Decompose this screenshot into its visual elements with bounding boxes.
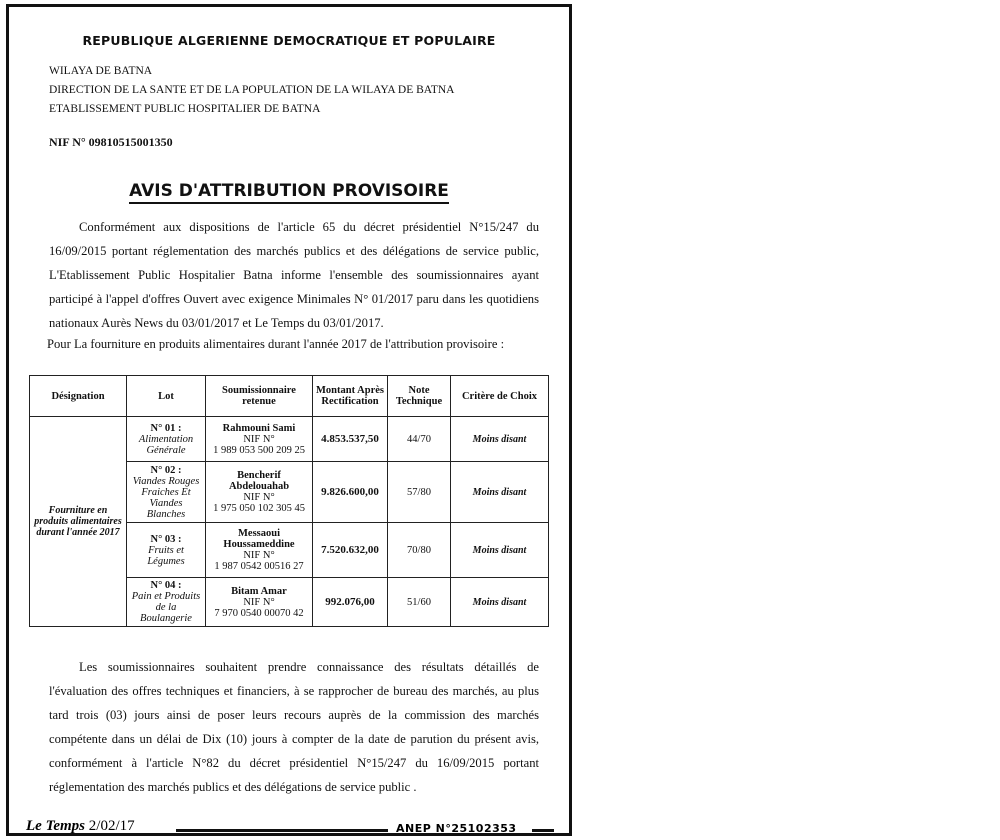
table-row	[30, 417, 549, 462]
col-note: Note Technique	[388, 376, 451, 417]
bidder-cell	[206, 462, 313, 523]
amount-cell: 9.826.600,00	[313, 462, 388, 523]
bidder-nif: 1 975 050 102 305 45	[213, 503, 305, 514]
lot-name: Alimentation Générale	[138, 433, 194, 456]
amount-cell: 992.076,00	[313, 578, 388, 627]
lot-number: N° 04 :	[150, 580, 182, 591]
amount-cell: 7.520.632,00	[313, 523, 388, 578]
footer-rule-right	[532, 829, 554, 832]
bidder-cell	[206, 417, 313, 462]
wilaya-line: WILAYA DE BATNA	[49, 65, 153, 77]
attribution-table	[29, 375, 549, 627]
col-lot: Lot	[127, 376, 206, 417]
bidder-nif: 1 989 053 500 209 25	[213, 444, 305, 456]
lot-number: N° 02 :	[150, 464, 182, 476]
anep-number: ANEP N°25102353	[396, 822, 517, 835]
criteria-cell: Moins disant	[451, 578, 549, 627]
col-soumissionnaire: Soumissionnaire retenue	[206, 376, 313, 417]
nif-label: NIF N°	[243, 596, 275, 608]
etablissement-line: ETABLISSEMENT PUBLIC HOSPITALIER DE BATNA	[49, 103, 321, 115]
paragraph-closing	[49, 655, 539, 799]
col-montant: Montant Après Rectification	[313, 376, 388, 417]
bidder-nif: 7 970 0540 00070 42	[214, 607, 304, 619]
note-cell: 70/80	[388, 523, 451, 578]
document-frame	[6, 4, 572, 836]
lot-number: N° 01 :	[150, 422, 182, 434]
notice-title-text: AVIS D'ATTRIBUTION PROVISOIRE	[129, 181, 449, 204]
bidder-name: Messaoui Houssameddine	[223, 528, 295, 550]
criteria-cell: Moins disant	[451, 417, 549, 462]
nif-label: NIF N°	[243, 492, 275, 503]
lot-cell	[127, 462, 206, 523]
designation-cell: Fourniture en produits alimentaires durant l'année 2017	[30, 417, 127, 627]
paragraph-closing-text: Les soumissionnaires souhaitent prendre connaissance des résultats détaillés de l'évaluation des offres techniques et financiers, à se rapprocher de bureau des marchés, au plus tard trois (03) jours ainsi de poser leurs recours auprès de la commission des marchés compétente dans un délai de Dix (10) jours à compter de la date de parution du présent avis, conformément à l'article N°82 du décret présidentiel N°15/247 du 16/09/2015 portant réglementation des marchés publics et des délégations de service public .	[49, 660, 539, 794]
footer-source	[26, 818, 135, 835]
bidder-cell	[206, 578, 313, 627]
lot-name: Viandes Rouges Fraiches Et Viandes Blanches	[132, 475, 200, 520]
nif-line: NIF N° 09810515001350	[49, 135, 173, 149]
republic-header: REPUBLIQUE ALGERIENNE DEMOCRATIQUE ET POPULAIRE	[82, 33, 496, 48]
amount-cell: 4.853.537,50	[313, 417, 388, 462]
lot-cell	[127, 417, 206, 462]
lot-name: Pain et Produits de la Boulangerie	[131, 591, 201, 624]
footer-rule-left	[176, 829, 388, 832]
col-critere: Critère de Choix	[451, 376, 549, 417]
paragraph-intro-text: Conformément aux dispositions de l'article 65 du décret présidentiel N°15/247 du 16/09/2015 portant réglementation des marchés publics et des délégations de service public, L'Etablissement Public Hospitalier Batna informe l'ensemble des soumissionnaires ayant participé à l'appel d'offres Ouvert avec exigence Minimales N° 01/2017 paru dans les quotidiens nationaux Aurès News du 03/01/2017 et Le Temps du 03/01/2017.	[49, 220, 539, 330]
newspaper-name: Le Temps	[26, 818, 86, 834]
paragraph-intro	[49, 215, 539, 335]
bidder-name: Bitam Amar	[231, 585, 287, 597]
lot-number: N° 03 :	[150, 533, 182, 545]
bidder-cell	[206, 523, 313, 578]
lot-cell	[127, 523, 206, 578]
direction-line: DIRECTION DE LA SANTE ET DE LA POPULATION DE LA WILAYA DE BATNA	[49, 84, 455, 96]
notice-title	[9, 181, 569, 201]
supply-intro: Pour La fourniture en produits alimentaires durant l'année 2017 de l'attribution provisoire :	[47, 337, 505, 351]
nif-label: NIF N°	[243, 550, 275, 561]
note-cell: 51/60	[388, 578, 451, 627]
nif-label: NIF N°	[243, 433, 275, 445]
criteria-cell: Moins disant	[451, 462, 549, 523]
note-cell: 57/80	[388, 462, 451, 523]
bidder-name: Rahmouni Sami	[222, 422, 296, 434]
bidder-nif: 1 987 0542 00516 27	[214, 561, 304, 572]
bidder-name: Bencherif Abdelouahab	[228, 470, 290, 492]
publication-date: 2/02/17	[88, 818, 135, 834]
note-cell: 44/70	[388, 417, 451, 462]
col-designation: Désignation	[30, 376, 127, 417]
lot-name: Fruits et Légumes	[147, 544, 185, 567]
lot-cell	[127, 578, 206, 627]
criteria-cell: Moins disant	[451, 523, 549, 578]
table-header-row	[30, 376, 549, 417]
